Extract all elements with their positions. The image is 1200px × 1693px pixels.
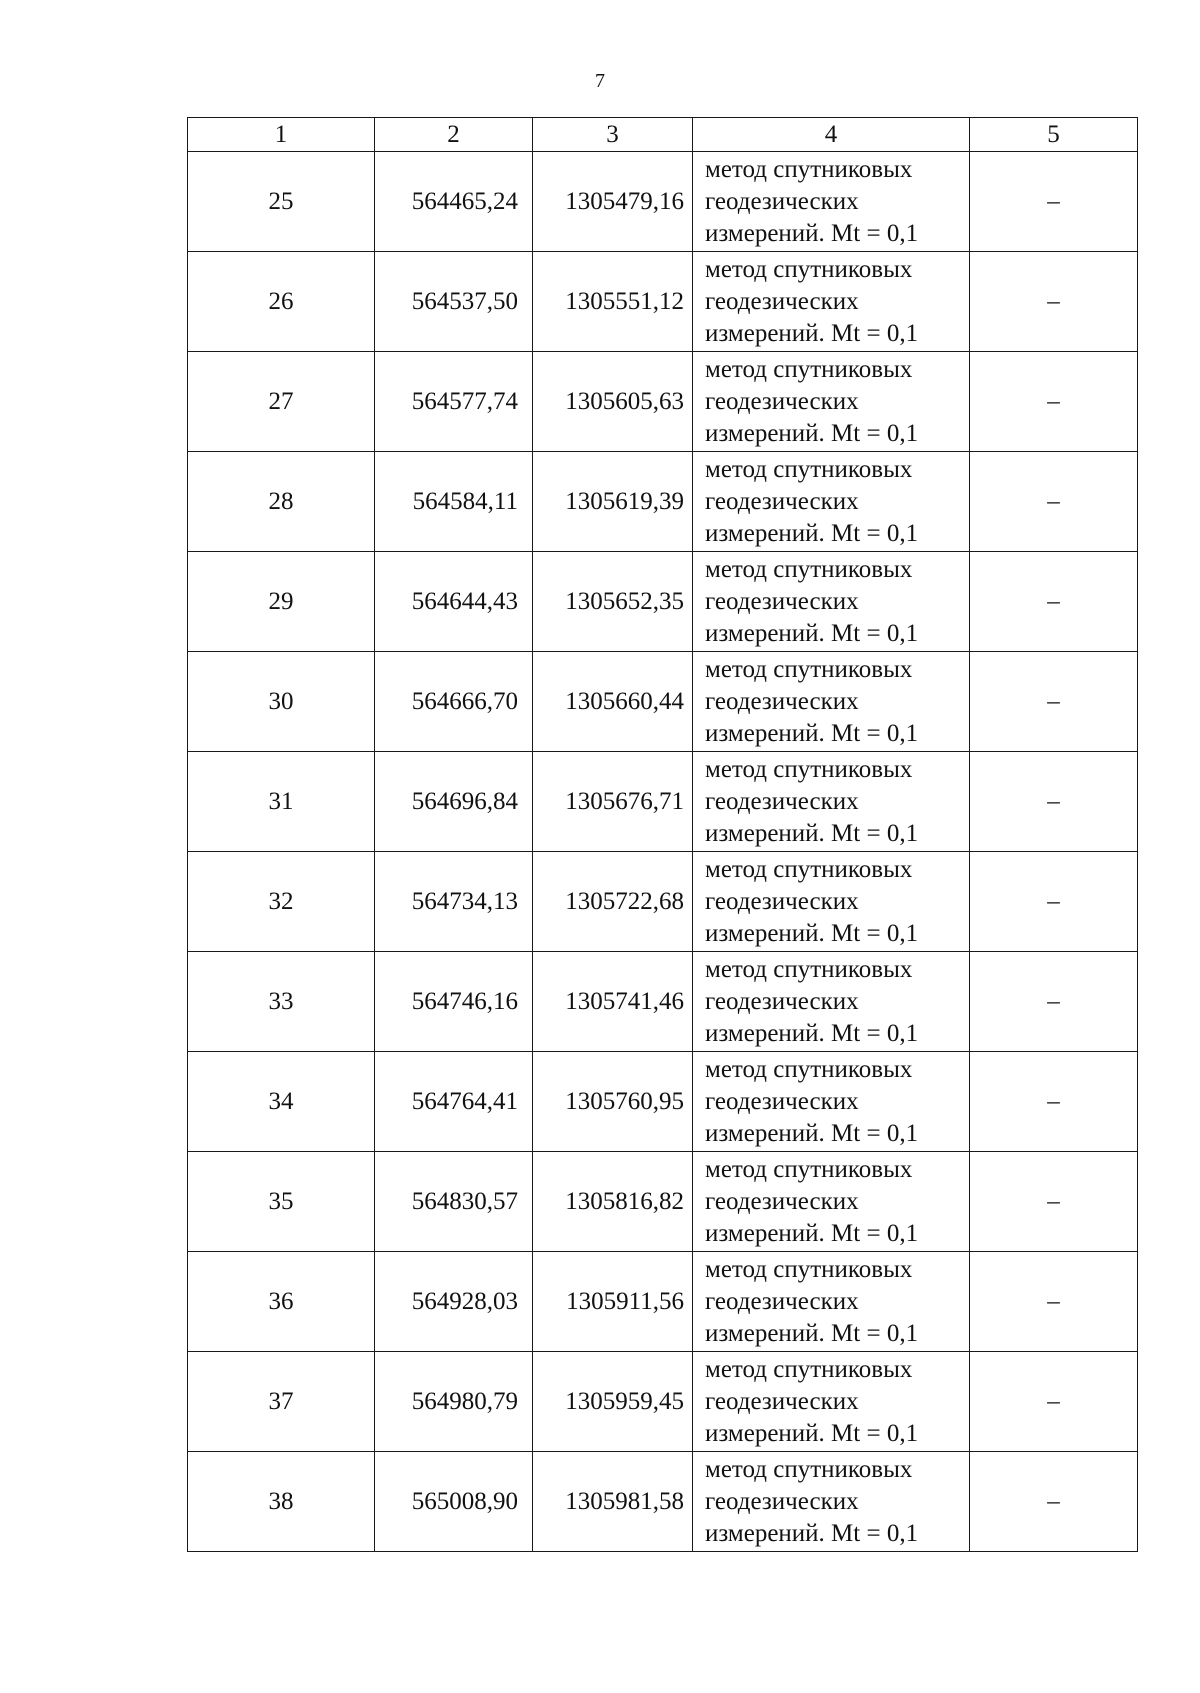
method-line: измерений. Mt = 0,1 bbox=[705, 419, 919, 447]
header-col-3: 3 bbox=[533, 118, 693, 152]
method-line: метод спутниковых bbox=[705, 1055, 913, 1083]
coord-x-cell: 564734,13 bbox=[375, 852, 533, 952]
table-row bbox=[188, 552, 1138, 652]
method-cell bbox=[693, 952, 970, 1052]
method-line: измерений. Mt = 0,1 bbox=[705, 1119, 919, 1147]
note-cell: – bbox=[970, 1252, 1138, 1352]
point-number-cell: 31 bbox=[188, 752, 375, 852]
method-line: геодезических bbox=[705, 887, 859, 915]
header-col-4: 4 bbox=[693, 118, 970, 152]
method-line: геодезических bbox=[705, 387, 859, 415]
method-line: геодезических bbox=[705, 187, 859, 215]
note-cell: – bbox=[970, 1052, 1138, 1152]
method-cell bbox=[693, 1152, 970, 1252]
method-cell bbox=[693, 152, 970, 252]
point-number-cell: 36 bbox=[188, 1252, 375, 1352]
point-number-cell: 37 bbox=[188, 1352, 375, 1452]
table-row bbox=[188, 452, 1138, 552]
point-number-cell: 28 bbox=[188, 452, 375, 552]
header-row bbox=[188, 118, 1138, 152]
method-line: метод спутниковых bbox=[705, 655, 913, 683]
method-line: геодезических bbox=[705, 1287, 859, 1315]
method-cell bbox=[693, 552, 970, 652]
coord-y-cell: 1305660,44 bbox=[533, 652, 693, 752]
coord-y-cell: 1305605,63 bbox=[533, 352, 693, 452]
point-number-cell: 30 bbox=[188, 652, 375, 752]
method-line: измерений. Mt = 0,1 bbox=[705, 1419, 919, 1447]
method-line: метод спутниковых bbox=[705, 355, 913, 383]
coordinates-table bbox=[187, 117, 1138, 1552]
coord-x-cell: 564644,43 bbox=[375, 552, 533, 652]
coord-x-cell: 564980,79 bbox=[375, 1352, 533, 1452]
table-row bbox=[188, 252, 1138, 352]
method-cell bbox=[693, 752, 970, 852]
table-row bbox=[188, 752, 1138, 852]
note-cell: – bbox=[970, 152, 1138, 252]
coord-y-cell: 1305981,58 bbox=[533, 1452, 693, 1552]
method-line: измерений. Mt = 0,1 bbox=[705, 319, 919, 347]
header-col-5: 5 bbox=[970, 118, 1138, 152]
table-row bbox=[188, 1252, 1138, 1352]
coord-x-cell: 564696,84 bbox=[375, 752, 533, 852]
method-cell bbox=[693, 1252, 970, 1352]
method-cell bbox=[693, 852, 970, 952]
method-line: геодезических bbox=[705, 987, 859, 1015]
point-number-cell: 38 bbox=[188, 1452, 375, 1552]
method-line: измерений. Mt = 0,1 bbox=[705, 1019, 919, 1047]
coord-y-cell: 1305741,46 bbox=[533, 952, 693, 1052]
coord-y-cell: 1305959,45 bbox=[533, 1352, 693, 1452]
coord-x-cell: 564764,41 bbox=[375, 1052, 533, 1152]
method-line: измерений. Mt = 0,1 bbox=[705, 1519, 919, 1547]
table-row bbox=[188, 852, 1138, 952]
note-cell: – bbox=[970, 652, 1138, 752]
point-number-cell: 29 bbox=[188, 552, 375, 652]
method-line: геодезических bbox=[705, 1187, 859, 1215]
method-line: измерений. Mt = 0,1 bbox=[705, 819, 919, 847]
table-header bbox=[188, 118, 1138, 152]
coord-x-cell: 564537,50 bbox=[375, 252, 533, 352]
coord-x-cell: 564830,57 bbox=[375, 1152, 533, 1252]
method-line: измерений. Mt = 0,1 bbox=[705, 719, 919, 747]
table-row bbox=[188, 1052, 1138, 1152]
coord-y-cell: 1305722,68 bbox=[533, 852, 693, 952]
note-cell: – bbox=[970, 1352, 1138, 1452]
table-row bbox=[188, 1352, 1138, 1452]
coord-y-cell: 1305551,12 bbox=[533, 252, 693, 352]
method-line: геодезических bbox=[705, 287, 859, 315]
point-number-cell: 33 bbox=[188, 952, 375, 1052]
point-number-cell: 27 bbox=[188, 352, 375, 452]
table-row bbox=[188, 352, 1138, 452]
note-cell: – bbox=[970, 352, 1138, 452]
method-line: геодезических bbox=[705, 587, 859, 615]
table-row bbox=[188, 1152, 1138, 1252]
note-cell: – bbox=[970, 952, 1138, 1052]
method-line: метод спутниковых bbox=[705, 255, 913, 283]
method-line: метод спутниковых bbox=[705, 1355, 913, 1383]
method-cell bbox=[693, 452, 970, 552]
point-number-cell: 26 bbox=[188, 252, 375, 352]
method-line: геодезических bbox=[705, 1487, 859, 1515]
method-line: измерений. Mt = 0,1 bbox=[705, 919, 919, 947]
coord-x-cell: 564577,74 bbox=[375, 352, 533, 452]
point-number-cell: 25 bbox=[188, 152, 375, 252]
method-line: метод спутниковых bbox=[705, 1155, 913, 1183]
method-line: измерений. Mt = 0,1 bbox=[705, 219, 919, 247]
point-number-cell: 34 bbox=[188, 1052, 375, 1152]
method-line: метод спутниковых bbox=[705, 155, 913, 183]
coord-y-cell: 1305760,95 bbox=[533, 1052, 693, 1152]
method-line: метод спутниковых bbox=[705, 855, 913, 883]
coord-y-cell: 1305676,71 bbox=[533, 752, 693, 852]
coord-x-cell: 564746,16 bbox=[375, 952, 533, 1052]
note-cell: – bbox=[970, 1152, 1138, 1252]
method-cell bbox=[693, 352, 970, 452]
method-line: измерений. Mt = 0,1 bbox=[705, 519, 919, 547]
method-cell bbox=[693, 1052, 970, 1152]
note-cell: – bbox=[970, 452, 1138, 552]
method-line: измерений. Mt = 0,1 bbox=[705, 1319, 919, 1347]
coord-y-cell: 1305816,82 bbox=[533, 1152, 693, 1252]
coord-x-cell: 565008,90 bbox=[375, 1452, 533, 1552]
method-line: измерений. Mt = 0,1 bbox=[705, 619, 919, 647]
method-line: метод спутниковых bbox=[705, 455, 913, 483]
note-cell: – bbox=[970, 552, 1138, 652]
table-row bbox=[188, 1452, 1138, 1552]
table-row bbox=[188, 652, 1138, 752]
method-line: геодезических bbox=[705, 1387, 859, 1415]
table-body bbox=[188, 152, 1138, 1552]
method-line: метод спутниковых bbox=[705, 555, 913, 583]
page-number: 7 bbox=[595, 70, 605, 92]
method-line: геодезических bbox=[705, 687, 859, 715]
header-col-1: 1 bbox=[188, 118, 375, 152]
coord-x-cell: 564666,70 bbox=[375, 652, 533, 752]
coord-y-cell: 1305479,16 bbox=[533, 152, 693, 252]
method-line: метод спутниковых bbox=[705, 1255, 913, 1283]
note-cell: – bbox=[970, 252, 1138, 352]
coord-x-cell: 564465,24 bbox=[375, 152, 533, 252]
point-number-cell: 32 bbox=[188, 852, 375, 952]
method-cell bbox=[693, 1352, 970, 1452]
method-line: метод спутниковых bbox=[705, 1455, 913, 1483]
method-cell bbox=[693, 1452, 970, 1552]
method-line: измерений. Mt = 0,1 bbox=[705, 1219, 919, 1247]
note-cell: – bbox=[970, 852, 1138, 952]
coord-x-cell: 564584,11 bbox=[375, 452, 533, 552]
method-line: геодезических bbox=[705, 787, 859, 815]
point-number-cell: 35 bbox=[188, 1152, 375, 1252]
method-cell bbox=[693, 652, 970, 752]
method-line: метод спутниковых bbox=[705, 755, 913, 783]
method-cell bbox=[693, 252, 970, 352]
coord-y-cell: 1305911,56 bbox=[533, 1252, 693, 1352]
coord-y-cell: 1305652,35 bbox=[533, 552, 693, 652]
table-row bbox=[188, 152, 1138, 252]
method-line: геодезических bbox=[705, 487, 859, 515]
coord-x-cell: 564928,03 bbox=[375, 1252, 533, 1352]
method-line: геодезических bbox=[705, 1087, 859, 1115]
method-line: метод спутниковых bbox=[705, 955, 913, 983]
note-cell: – bbox=[970, 752, 1138, 852]
coord-y-cell: 1305619,39 bbox=[533, 452, 693, 552]
note-cell: – bbox=[970, 1452, 1138, 1552]
table-row bbox=[188, 952, 1138, 1052]
header-col-2: 2 bbox=[375, 118, 533, 152]
